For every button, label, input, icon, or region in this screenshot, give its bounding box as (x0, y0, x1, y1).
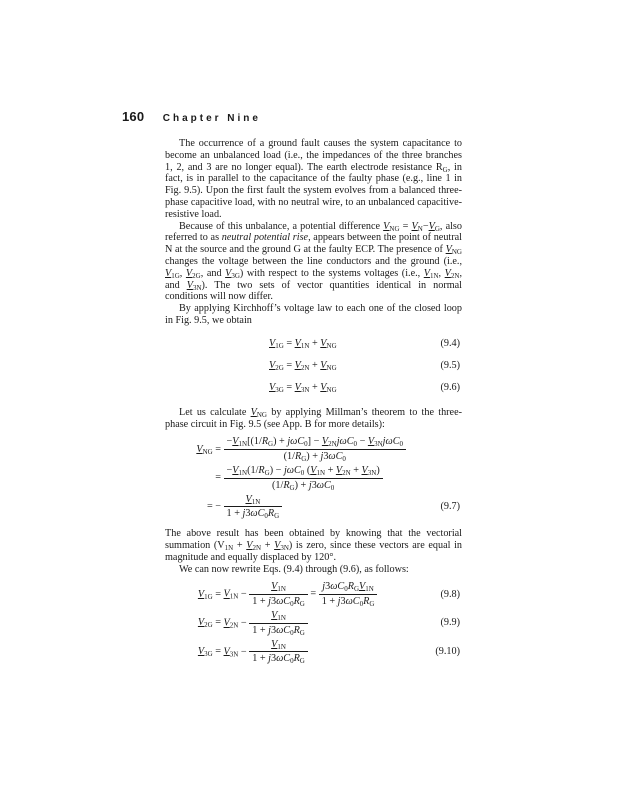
paragraph-vectorial-sum: The above result has been obtained by knowing that the vectorial summation $(V_{1N} + V_{2N} + V_{3N})$ is zero, since these vectors are equal in magnitude and equally displaced by 120°. (165, 528, 462, 563)
equation-number: (9.7) (440, 500, 460, 512)
equation-number: (9.8) (440, 588, 460, 600)
equation-number: (9.4) (440, 337, 460, 349)
equation-9-6: $V_{3G} = V_{3N} + V_{NG}$ (9.6) (269, 381, 460, 394)
paragraph-kirchhoff: By applying Kirchhoff’s voltage law to each one of the closed loop in Fig. 9.5, we obtain (165, 303, 462, 326)
equation-number: (9.10) (435, 645, 460, 657)
chapter-title: Chapter Nine (162, 113, 261, 124)
equation-number: (9.9) (440, 617, 460, 629)
equation-9-10: $V_{3G} = V_{3N}$ − $\frac{V_{1N}}{1 + j3\omega C_0R_G}$ (9.10) (197, 638, 460, 666)
page-number: 160 (122, 109, 145, 124)
equation-9-9: $V_{2G} = V_{2N}$ − $\frac{V_{1N}}{1 + j3\omega C_0R_G}$ (9.9) (197, 609, 460, 637)
equation-9-7: $V_{NG}$ = $\frac{-V_{1N}[(1/R_G) + j\omega C_0] - V_{2N}j\omega C_0 - V_{3N}j\omega C_0}{(1/R_G) + j3\omega C_0}$ = $\frac{-V_{1N}(1/R_G) - j\omega C_0 (V_{1N} + V_{2N} + V_{3N})}{(1/R_G) + j3\omega C_0}$ = − $\frac{V_{1N}}{1 + j3\omega C_0R_G}$ (9.7) (196, 436, 460, 521)
equation-number: (9.5) (440, 359, 460, 371)
page-body (165, 138, 462, 667)
equation-9-8: $V_{1G} = V_{1N}$ − $\frac{V_{1N}}{1 + j3\omega C_0R_G}$ = $\frac{j3\omega C_0R_GV_{1N}}{1 + j3\omega C_0R_G}$ (9.8) (197, 581, 460, 609)
paragraph-unbalance: Because of this unbalance, a potential difference $V_{NG} = V_N-V_G$, also referred to as neutral potential rise, appears between the point of neutral N at the source and the ground G at the faulty ECP. The presence of $V_{NG}$ changes the voltage between the line conductors and the ground (i.e., $V_{1G}$, $V_{2G}$, and $V_{3G}$) with respect to the systems voltages (i.e., $V_{1N}$, $V_{2N}$, and $V_{3N}$). The two sets of vector quantities identical in normal conditions will now differ. (165, 220, 463, 303)
paragraph-rewrite: We can now rewrite Eqs. (9.4) through (9.6), as follows: (179, 563, 409, 575)
paragraph-millman: Let us calculate $V_{NG}$ by applying Millman’s theorem to the three-phase circuit in Fig. 9.5 (see App. B for more details): (165, 406, 462, 430)
equation-number: (9.6) (440, 381, 460, 393)
paragraph-ground-fault: The occurrence of a ground fault causes the system capacitance to become an unbalanced load (i.e., the impedances of the three branches 1, 2, and 3 are no longer equal). The earth electrode resistance $R_G$, in fact, is in parallel to the capacitance of the faulty phase (e.g., line 1 in Fig. 9.5). Upon the first fault the system evolves from a balanced three-phase capacitive load, with no neutral wire, to an unbalanced capacitive-resistive load. (165, 138, 462, 220)
equation-9-5: $V_{2G} = V_{2N} + V_{NG}$ (9.5) (269, 359, 460, 372)
page-header (122, 108, 261, 124)
equation-9-4: $V_{1G} = V_{1N} + V_{NG}$ (9.4) (269, 337, 460, 350)
